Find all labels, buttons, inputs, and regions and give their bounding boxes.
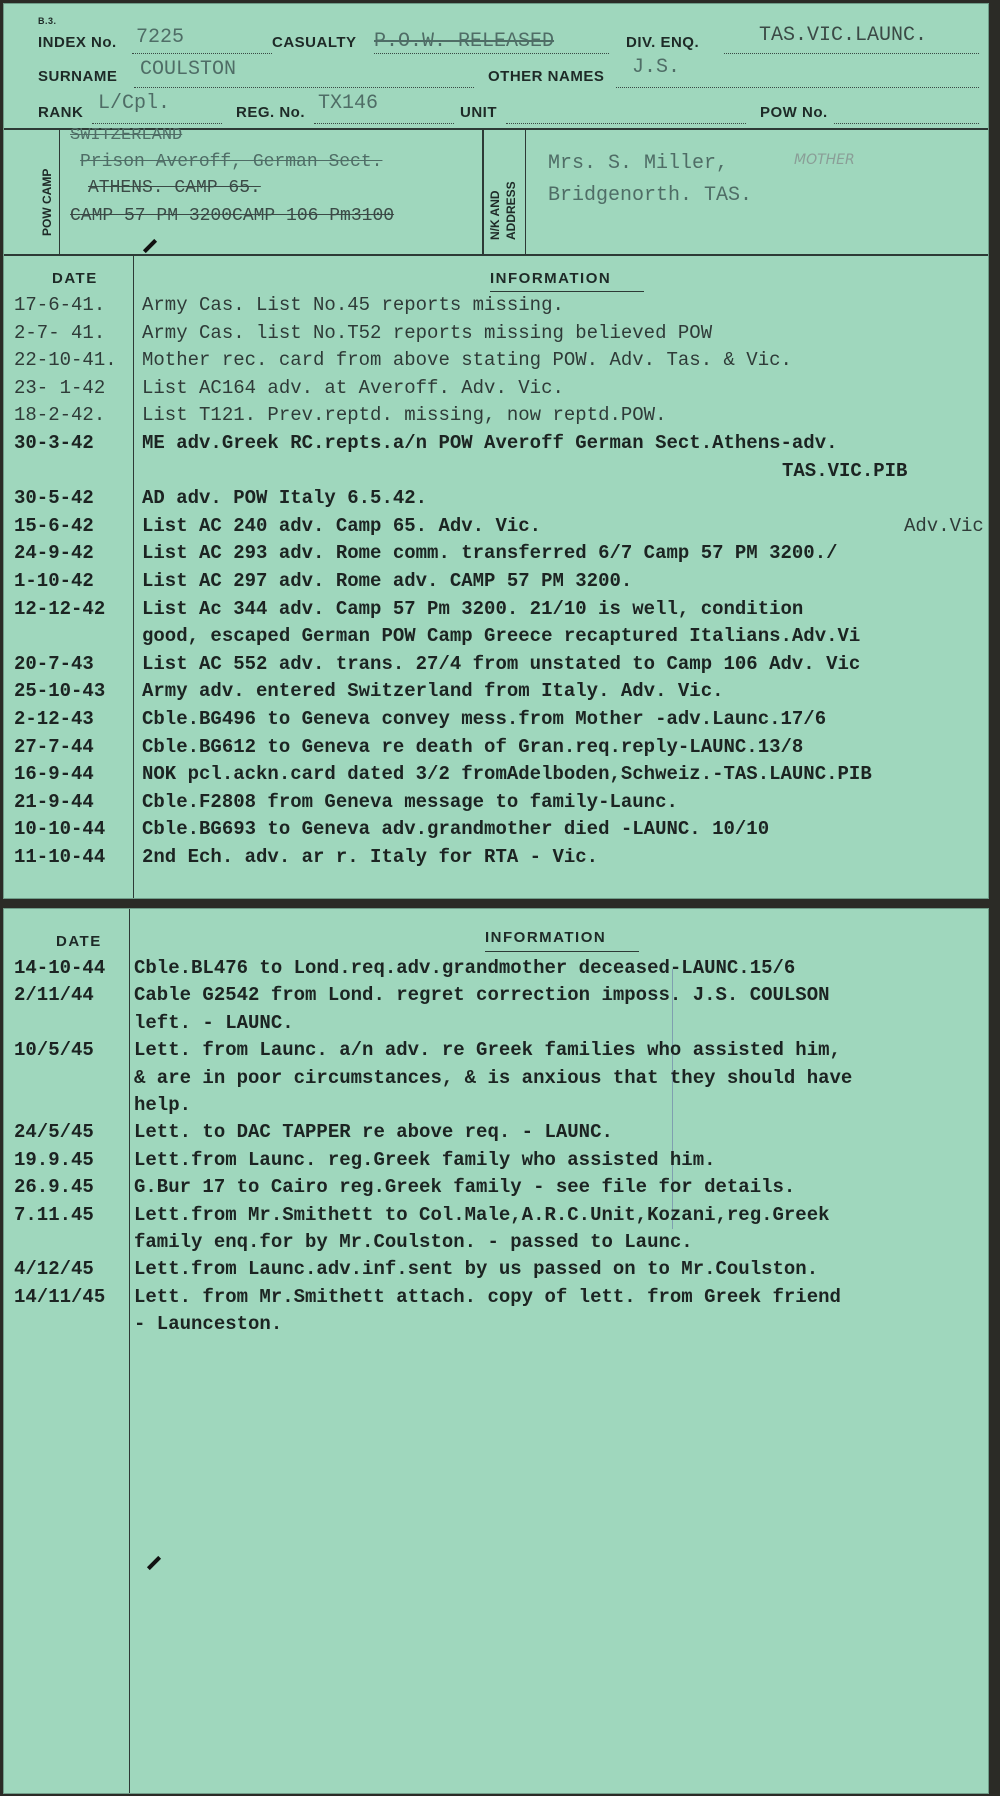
casualty-value: P.O.W. RELEASED [374,30,555,53]
back-entry-info: help. [134,1094,192,1116]
front-entry-info: NOK pcl.ackn.card dated 3/2 fromAdelboden,Schweiz.-TAS.LAUNC.PIB [142,763,872,786]
front-entry-date: 2-12-43 [14,708,94,730]
nk-label-2: ADDRESS [504,181,518,240]
card-front [3,3,989,899]
front-entry-info: Army adv. entered Switzerland from Italy. Adv. Vic. [142,680,724,703]
back-entry-info: Lett.from Launc.adv.inf.sent by us passed on to Mr.Coulston. [134,1258,819,1281]
front-entry-info: Mother rec. card from above stating POW. Adv. Tas. & Vic. [142,349,792,372]
info-header: INFORMATION [490,270,612,287]
front-entry-side-note: Adv.Vic [904,514,984,537]
front-entry-date: 21-9-44 [14,790,94,813]
back-entry-info: family enq.for by Mr.Coulston. - passed to Launc. [134,1231,693,1253]
unit-label: UNIT [460,104,497,121]
front-entry-date: 22-10-41. [14,349,117,372]
front-entry-date: 10-10-44 [14,818,106,841]
nk-label-1: N/K AND [488,190,502,240]
front-entry-info: 2nd Ech. adv. ar r. Italy for RTA - Vic. [142,846,599,868]
surname-label: SURNAME [38,68,118,85]
div-enq-label: DIV. ENQ. [626,34,700,51]
pow-camp-line-4: CAMP 57 PM 3200CAMP 106 Pm3100 [70,206,395,226]
index-value: 7225 [136,26,185,49]
back-entry-date: 10/5/45 [14,1039,94,1062]
front-entry-info: AD adv. POW Italy 6.5.42. [142,487,428,510]
pen-mark-back [147,1556,161,1570]
other-names-value: J.S. [632,56,681,79]
front-entry-info: List AC 552 adv. trans. 27/4 from unstated to Camp 106 Adv. Vic [142,652,861,675]
front-entry-date: 17-6-41. [14,294,106,316]
back-entry-info: Lett.from Launc. reg.Greek family who assisted him. [134,1148,716,1171]
front-entry-info: List T121. Prev.reptd. missing, now reptd.POW. [142,404,667,427]
rank-value: L/Cpl. [98,92,171,115]
casualty-label: CASUALTY [272,34,357,51]
front-entry-date: 30-3-42 [14,432,94,454]
date-header: DATE [52,270,98,287]
front-entry-info: Army Cas. List No.45 reports missing. [142,294,564,316]
back-entry-date: 24/5/45 [14,1121,94,1144]
pow-no-label: POW No. [760,104,828,121]
back-entry-date: 14/11/45 [14,1285,106,1308]
other-names-label: OTHER NAMES [488,68,605,85]
front-entry-date: 23- 1-42 [14,376,106,399]
front-entry-info: List AC 293 adv. Rome comm. transferred 6/7 Camp 57 PM 3200./ [142,542,838,565]
back-entry-info: left. - LAUNC. [134,1011,294,1034]
front-entry-date: 20-7-43 [14,652,94,675]
front-entry-date: 25-10-43 [14,680,106,703]
front-entry-date: 11-10-44 [14,846,106,868]
front-entry-info: List AC164 adv. at Averoff. Adv. Vic. [142,376,564,399]
front-entry-date: 15-6-42 [14,514,94,537]
front-entry-info: ME adv.Greek RC.repts.a/n POW Averoff German Sect.Athens-adv. [142,432,838,454]
surname-value: COULSTON [140,58,237,81]
back-entry-info: Cable G2542 from Lond. regret correction imposs. J.S. COULSON [134,984,830,1007]
date-header-back: DATE [56,933,102,950]
back-entry-date: 14-10-44 [14,957,106,979]
address-line-2: Bridgenorth. TAS. [548,184,753,207]
front-entry-date: 12-12-42 [14,597,106,620]
pen-mark [143,239,157,253]
back-entry-info: Lett.from Mr.Smithett to Col.Male,A.R.C.Unit,Kozani,reg.Greek [134,1203,830,1226]
front-entry-info: Cble.BG612 to Geneva re death of Gran.req.reply-LAUNC.13/8 [142,735,804,758]
back-entry-info: - Launceston. [134,1313,283,1336]
card-back [3,908,989,1794]
front-entry-info: List AC 240 adv. Camp 65. Adv. Vic. [142,514,542,537]
front-entry-date: 16-9-44 [14,763,94,786]
back-entry-info: Lett. to DAC TAPPER re above req. - LAUNC. [134,1121,613,1144]
pow-camp-label: POW CAMP [40,168,54,236]
front-entry-date: 18-2-42. [14,404,106,427]
front-entry-info: Cble.F2808 from Geneva message to family-Launc. [142,790,678,813]
front-entry-date: 30-5-42 [14,487,94,510]
back-entry-date: 7.11.45 [14,1203,94,1226]
back-entry-info: & are in poor circumstances, & is anxious that they should have [134,1066,853,1089]
front-entry-info: good, escaped German POW Camp Greece recaptured Italians.Adv.Vi [142,625,861,648]
front-entry-info: List AC 297 adv. Rome adv. CAMP 57 PM 3200. [142,570,633,592]
back-entry-date: 19.9.45 [14,1148,94,1171]
div-enq-value: TAS.VIC.LAUNC. [759,24,928,47]
back-entry-date: 4/12/45 [14,1258,94,1281]
back-entry-info: Lett. from Mr.Smithett attach. copy of lett. from Greek friend [134,1285,841,1308]
rank-label: RANK [38,104,84,121]
info-header-back: INFORMATION [485,929,607,946]
front-entry-info: Cble.BG496 to Geneva convey mess.from Mother -adv.Launc.17/6 [142,708,827,730]
reg-no-value: TX146 [318,92,379,115]
front-entry-date: 1-10-42 [14,570,94,592]
back-entry-date: 26.9.45 [14,1176,94,1199]
reg-no-label: REG. No. [236,104,306,121]
front-entry-info: Army Cas. list No.T52 reports missing believed POW [142,321,713,344]
pow-camp-line-1: SWITZERLAND [70,126,183,145]
front-entry-date: 2-7- 41. [14,321,106,344]
back-entry-info: G.Bur 17 to Cairo reg.Greek family - see file for details. [134,1176,796,1199]
back-entry-date: 2/11/44 [14,984,94,1007]
form-code: B.3. [38,16,57,26]
front-entry-date: 24-9-42 [14,542,94,565]
front-entry-info: Cble.BG693 to Geneva adv.grandmother died -LAUNC. 10/10 [142,818,770,841]
back-entry-info: Lett. from Launc. a/n adv. re Greek families who assisted him, [134,1039,841,1062]
pow-camp-line-2: Prison Averoff, German Sect. [80,152,383,172]
address-note: MOTHER [794,152,855,168]
back-entry-info: Cble.BL476 to Lond.req.adv.grandmother deceased-LAUNC.15/6 [134,957,796,979]
pow-camp-line-3: ATHENS. CAMP 65. [88,178,261,198]
front-entry-info: TAS.VIC.PIB [782,459,908,482]
index-label: INDEX No. [38,34,117,51]
front-entry-info: List Ac 344 adv. Camp 57 Pm 3200. 21/10 is well, condition [142,597,804,620]
address-line-1: Mrs. S. Miller, [548,152,729,175]
front-entry-date: 27-7-44 [14,735,94,758]
